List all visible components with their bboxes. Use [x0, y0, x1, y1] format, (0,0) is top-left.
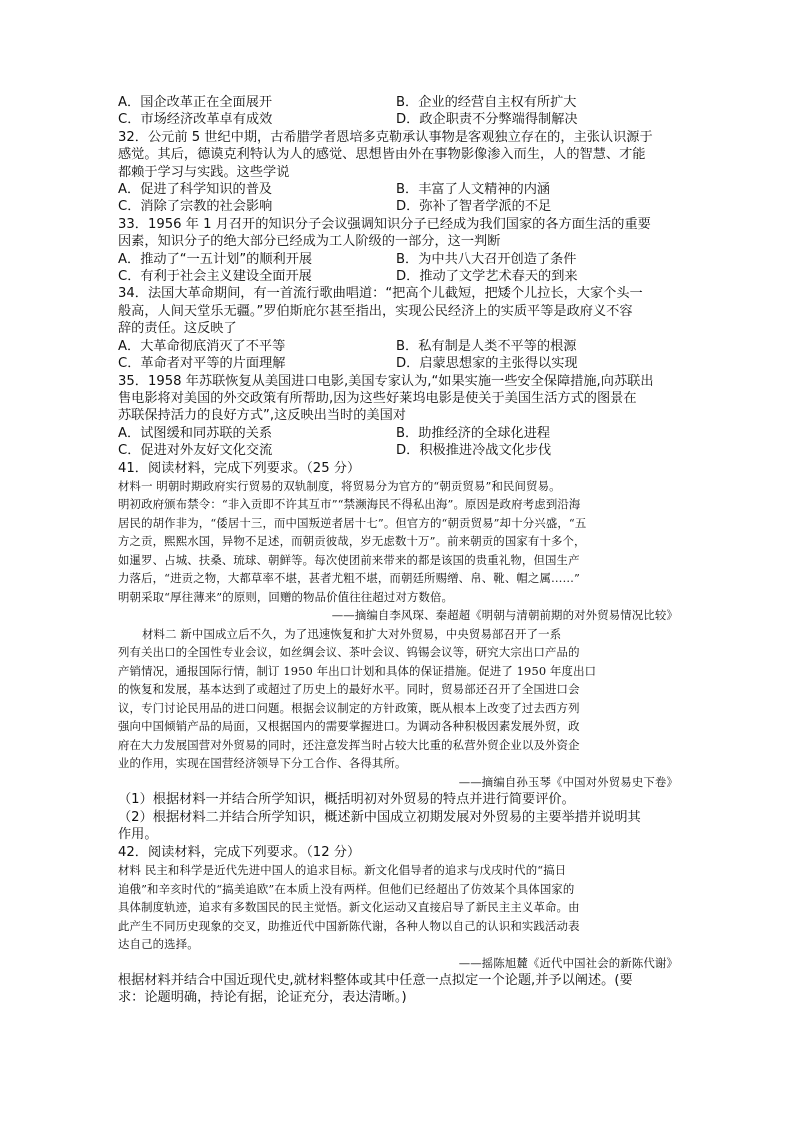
- q32-options-row-2: [118, 198, 678, 215]
- q31-option-c: C．市场经济改革卓有成效: [118, 112, 273, 128]
- q42-material-line: 具体制度轨迹，追求有多数国民的民主觉悟。新文化运动又直接启导了新民主主义革命。由: [118, 900, 580, 915]
- q35-options-row-1: [118, 425, 678, 442]
- q35-option-c: C．促进对外友好文化交流: [118, 443, 273, 459]
- q34-stem-line: 34．法国大革命期间，有一首流行歌曲唱道：“把高个儿截短，把矮个儿拉长，大家个头一: [118, 286, 643, 302]
- q35-stem-line: 35．1958 年苏联恢复从美国进口电影,美国专家认为,“如果实施一些安全保障措施,向苏联出: [118, 373, 654, 389]
- q35-stem-line: 苏联保持活力的良好方式”,这反映出当时的美国对: [118, 408, 406, 424]
- q34-options-row-1: [118, 338, 678, 355]
- q42-material-line: 达自己的选择。: [118, 937, 199, 952]
- q33-options-row-2: [118, 268, 678, 285]
- q35-option-a: A．试图缓和同苏联的关系: [118, 425, 273, 441]
- q34-option-b: B．私有制是人类不平等的根源: [396, 338, 577, 354]
- q32-options-row-1: [118, 181, 678, 198]
- q34-option-a: A．大革命彻底消灭了不平等: [118, 338, 286, 354]
- q41-material1-line: 力落后，“进贡之物，大都草率不堪，甚者尤粗不堪，而朝廷所赐缯、帛、靴、帽之属……”: [118, 571, 581, 586]
- q42-heading: 42．阅读材料，完成下列要求。（12 分）: [118, 844, 361, 860]
- q41-source1: ——摘编自李风琛、秦超超《明朝与清朝前期的对外贸易情况比较》: [331, 608, 678, 623]
- q41-material1-line: 方之贡，熙熙水国，异物不足述，而朝贡彼哉，岁无虑数十万”。前来朝贡的国家有十多个，: [118, 534, 586, 549]
- q34-options-row-2: [118, 355, 678, 372]
- q42-material-line: 材料 民主和科学是近代先进中国人的追求目标。新文化倡导者的追求与戊戌时代的“搞日: [118, 863, 567, 878]
- q41-material2-line: 材料二 新中国成立后不久，为了迅速恢复和扩大对外贸易，中央贸易部召开了一系: [142, 626, 562, 641]
- q41-material1-line: 明朝采取“厚往薄来”的原则，回赠的物品价值往往超过对方数倍。: [118, 589, 454, 604]
- q32-option-c: C．消除了宗教的社会影响: [118, 199, 273, 215]
- q41-material1-line: 如暹罗、占城、扶桑、琉球、朝鲜等。每次使团前来带来的都是该国的贵重礼物，但国生产: [118, 552, 580, 567]
- q41-material1-line: 材料一 明朝时期政府实行贸易的双轨制度，将贸易分为官方的“朝贡贸易”和民间贸易。: [118, 478, 561, 493]
- q33-option-d: D．推动了文学艺术春天的到来: [396, 269, 578, 285]
- q41-source2: ——摘编自孙玉琴《中国对外贸易史下卷》: [458, 774, 678, 789]
- q33-option-b: B．为中共八大召开创造了条件: [396, 251, 577, 267]
- q32-option-b: B．丰富了人文精神的内涵: [396, 182, 551, 198]
- q34-option-d: D．启蒙思想家的主张得以实现: [396, 356, 578, 372]
- q41-requirement-line: （2）根据材料二并结合所学知识，概述新中国成立初期发展对外贸易的主要举措并说明其: [118, 809, 641, 825]
- q32-option-d: D．弥补了智者学派的不足: [396, 199, 552, 215]
- q42-requirement-line: 根据材料并结合中国近现代史,就材料整体或其中任意一点拟定一个论题,并予以阐述。(要: [118, 973, 633, 989]
- q41-material1-line: 居民的胡作非为，“倭居十三，而中国叛逆者居十七”。但官方的“朝贡贸易”却十分兴盛，“五: [118, 515, 587, 530]
- q41-material2-line: 的恢复和发展，基本达到了或超过了历史上的最好水平。同时，贸易部还召开了全国进口会: [118, 682, 580, 697]
- q41-material1-line: 明初政府颁布禁令：“非入贡即不许其互市”“禁濒海民不得私出海”。原因是政府考虑到沿海: [118, 497, 581, 512]
- q31-option-a: A．国企改革正在全面展开: [118, 95, 273, 110]
- q33-option-a: A．推动了“一五计划”的顺利开展: [118, 251, 313, 267]
- q35-option-b: B．助推经济的全球化进程: [396, 425, 551, 441]
- q32-option-a: A．促进了科学知识的普及: [118, 182, 273, 198]
- q41-heading: 41．阅读材料，完成下列要求。（25 分）: [118, 460, 361, 476]
- q41-requirement-line: 作用。: [118, 827, 158, 843]
- q42-material-line: 此产生不同历史现象的交叉，助推近代中国新陈代谢，各种人物以自己的认识和实践活动表: [118, 918, 580, 933]
- q41-material2-line: 产销情况，通报国际行情，制订 1950 年出口计划和具体的保证措施。促进了 1950 年度出口: [118, 663, 597, 678]
- exam-page: [118, 94, 678, 1007]
- q34-stem-line: 般高，人间天堂乐无疆。”罗伯斯庇尔甚至指出，实现公民经济上的实质平等是政府义不容: [118, 303, 633, 319]
- q35-option-d: D．积极推进冷战文化步伐: [396, 443, 552, 459]
- q31-options-row-2: [118, 111, 678, 128]
- q41-material2-line: 列有关出口的全国性专业会议，如丝绸会议、茶叶会议、钨锡会议等，研究大宗出口产品的: [118, 645, 580, 660]
- q31-option-d: D．政企职责不分弊端得制解决: [396, 112, 578, 128]
- q35-options-row-2: [118, 442, 678, 459]
- q32-stem-line: 32．公元前 5 世纪中期，古希腊学者恩培多克勒承认事物是客观独立存在的，主张认识源于: [118, 129, 653, 145]
- q32-stem-line: 感觉。其后，德谟克利特认为人的感觉、思想皆由外在事物影像渗入而生，人的智慧、才能: [118, 147, 646, 163]
- q41-requirement-line: （1）根据材料一并结合所学知识，概括明初对外贸易的特点并进行简要评价。: [118, 792, 575, 808]
- q34-option-c: C．革命者对平等的片面理解: [118, 356, 286, 372]
- q41-material2-line: 议，专门讨论民用品的进口问题。根据会议制定的方针政策，既从根本上改变了过去西方列: [118, 700, 580, 715]
- q42-requirement-line: 求：论题明确，持论有据，论证充分，表达清晰。): [118, 990, 407, 1006]
- q41-material2-line: 强向中国倾销产品的局面，又根据国内的需要掌握进口。为调动各种积极因素发展外贸，政: [118, 719, 580, 734]
- q42-source: ——摇陈旭麓《近代中国社会的新陈代谢》: [458, 955, 678, 970]
- q31-option-b: B．企业的经营自主权有所扩大: [396, 95, 577, 110]
- q41-material2-line: 业的作用，实现在国营经济领导下分工合作、各得其所。: [118, 756, 407, 771]
- q42-material-line: 追俄”和辛亥时代的“搞美追欧”在本质上没有两样。但他们已经超出了仿效某个具体国家的: [118, 881, 575, 896]
- q33-options-row-1: [118, 251, 678, 268]
- q41-material2-line: 府在大力发展国营对外贸易的同时，还注意发挥当时占较大比重的私营外贸企业以及外资企: [118, 737, 580, 752]
- q33-option-c: C．有利于社会主义建设全面开展: [118, 269, 312, 285]
- q33-stem-line: 33．1956 年 1 月召开的知识分子会议强调知识分子已经成为我们国家的各方面生活的重要: [118, 216, 651, 232]
- q35-stem-line: 售电影将对美国的外交政策有所帮助,因为这些好莱坞电影是使关于美国生活方式的图景在: [118, 390, 637, 406]
- q31-options-row-1: [118, 94, 678, 111]
- q33-stem-line: 因素，知识分子的绝大部分已经成为工人阶级的一部分，这一判断: [118, 234, 501, 250]
- q34-stem-line: 辞的责任。这反映了: [118, 321, 237, 337]
- q32-stem-line: 都赖于学习与实践。这些学说: [118, 164, 290, 180]
